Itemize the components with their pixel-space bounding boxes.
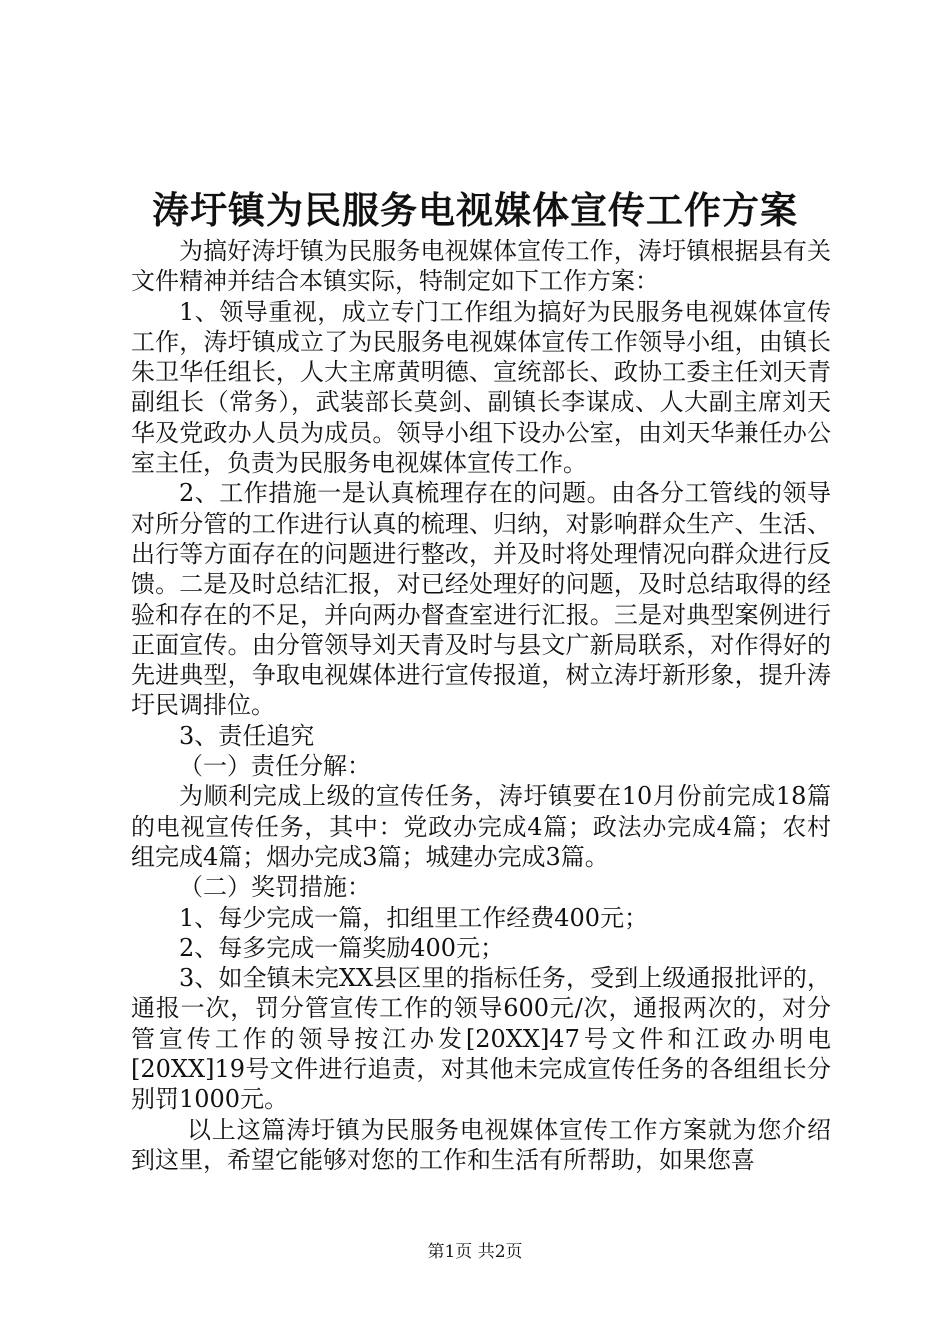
reward-item-2: 2、每多完成一篇奖励400元； [179,933,505,962]
document-body [131,236,831,1175]
section-2-paragraph: 2、工作措施一是认真梳理存在的问题。由各分工管线的领导对所分管的工作进行认真的梳理、归纳，对影响群众生产、生活、出行等方面存在的问题进行整改，并及时将处理情况向群众进行反馈。二是及时总结汇报，对已经处理好的问题，及时总结取得的经验和存在的不足，并向两办督查室进行汇报。三是对典型案例进行正面宣传。由分管领导刘天青及时与县文广新局联系，对作得好的先进典型，争取电视媒体进行宣传报道，树立涛圩新形象，提升涛圩民调排位。 [131,479,831,720]
section-1-paragraph: 1、领导重视，成立专门工作组为搞好为民服务电视媒体宣传工作，涛圩镇成立了为民服务电视媒体宣传工作领导小组，由镇长朱卫华任组长，人大主席黄明德、宣统部长、政协工委主任刘天青副组长（常务），武装部长莫剑、副镇长李谋成、人大副主席刘天华及党政办人员为成员。领导小组下设办公室，由刘天华兼任办公室主任，负责为民服务电视媒体宣传工作。 [131,297,831,478]
penalty-item-1: 1、每少完成一篇，扣组里工作经费400元； [179,903,649,932]
document-title: 涛圩镇为民服务电视媒体宣传工作方案 [152,188,798,232]
intro-paragraph: 为搞好涛圩镇为民服务电视媒体宣传工作，涛圩镇根据县有关文件精神并结合本镇实际，特制定如下工作方案： [131,237,831,296]
subsection-2-heading: （二）奖罚措施： [179,873,371,902]
page-number-footer: 第1页 共2页 [427,1242,523,1262]
penalty-item-3: 3、如全镇未完XX县区里的指标任务，受到上级通报批评的，通报一次，罚分管宣传工作的领导600元/次，通报两次的，对分管宣传工作的领导按江办发[20XX]47号文件和江政办明电[20XX]19号文件进行追责，对其他未完成宣传任务的各组组长分别罚1000元。 [131,964,831,1114]
task-allocation-paragraph: 为顺利完成上级的宣传任务，涛圩镇要在10月份前完成18篇的电视宣传任务，其中：党政办完成4篇；政法办完成4篇；农村组完成4篇；烟办完成3篇；城建办完成3篇。 [131,782,831,871]
subsection-1-heading: （一）责任分解： [179,752,371,781]
closing-paragraph: 以上这篇涛圩镇为民服务电视媒体宣传工作方案就为您介绍到这里，希望它能够对您的工作和生活有所帮助，如果您喜 [131,1115,831,1174]
section-3-heading: 3、责任追究 [179,721,315,750]
